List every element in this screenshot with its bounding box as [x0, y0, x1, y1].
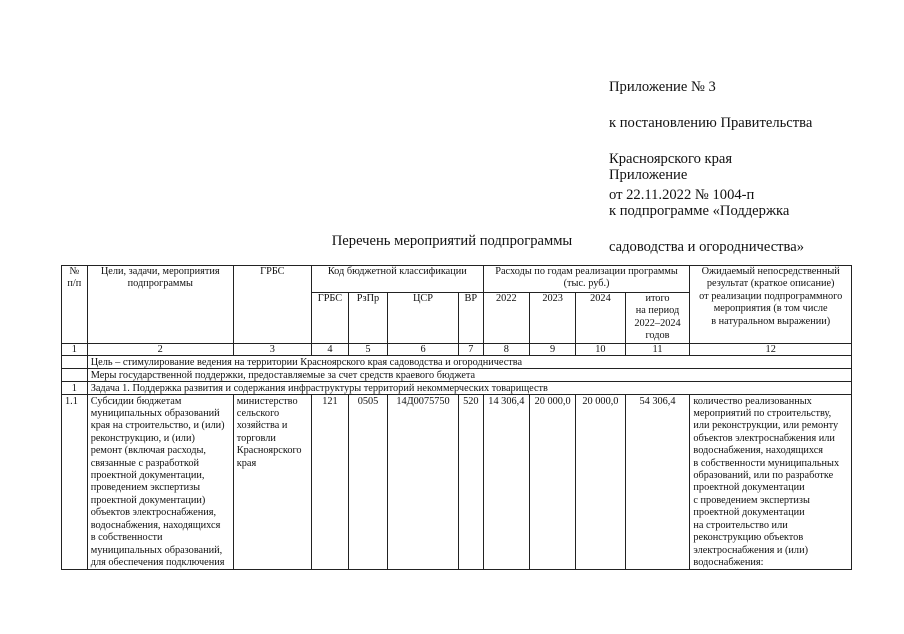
item-grbs-code: 121	[311, 394, 348, 570]
annex-line: садоводства и огородничества»	[609, 239, 805, 255]
header-goals: Цели, задачи, мероприятия подпрограммы	[87, 266, 233, 344]
header-sub-vr: ВР	[459, 293, 484, 344]
header-sub-csr: ЦСР	[388, 293, 459, 344]
item-description-line: объектов электроснабжения,	[90, 507, 217, 519]
item-2022: 14 306,4	[483, 394, 529, 570]
item-2024: 20 000,0	[576, 394, 625, 570]
item-row	[62, 394, 852, 570]
item-result-line: образований, или по разработке	[693, 470, 834, 482]
header-row-1	[62, 266, 852, 293]
column-number: 9	[529, 343, 575, 355]
item-description-line: проведением экспертизы	[90, 482, 201, 494]
header-budget-code: Код бюджетной классификации	[311, 266, 483, 293]
item-grbs-line: сельского	[236, 408, 280, 420]
header-sub-grbs: ГРБС	[311, 293, 348, 344]
column-number-row	[62, 343, 852, 355]
item-csr: 14Д0075750	[388, 394, 459, 570]
item-result-line: водоснабжения:	[693, 556, 764, 568]
annex-line: Красноярского края	[609, 151, 733, 167]
item-grbs-line: хозяйства и	[236, 420, 288, 432]
item-description-line: связанные с разработкой	[90, 457, 199, 469]
item-num: 1.1	[62, 394, 88, 570]
item-description-line: водоснабжения, находящихся	[90, 519, 221, 531]
item-result-line: электроснабжения и (или)	[693, 544, 809, 556]
annex-line: к постановлению Правительства	[609, 115, 813, 131]
goal-num-cell	[62, 355, 88, 368]
item-vr: 520	[459, 394, 484, 570]
item-grbs-line: министерство	[236, 395, 298, 407]
item-grbs-line: Красноярского	[236, 445, 302, 457]
item-result-line: проектной документации	[693, 507, 805, 519]
column-number: 12	[690, 343, 852, 355]
column-number: 11	[625, 343, 690, 355]
column-number: 1	[62, 343, 88, 355]
header-year-2023: 2023	[529, 293, 575, 344]
item-description-line: реконструкцию, и (или)	[90, 432, 195, 444]
measures-num-cell	[62, 368, 88, 381]
item-description-line: в собственности	[90, 532, 163, 544]
column-number: 4	[311, 343, 348, 355]
measures-table	[61, 265, 852, 570]
item-result-line: на строительство или	[693, 519, 788, 531]
item-description-line: Субсидии бюджетам	[90, 395, 182, 407]
item-description	[87, 394, 233, 570]
column-number: 7	[459, 343, 484, 355]
annex-line: к подпрограмме «Поддержка	[609, 203, 790, 219]
item-grbs-line: края	[236, 457, 257, 469]
header-result: Ожидаемый непосредственный результат (краткое описание) от реализации подпрограммного мероприятия (в том числе в натуральном выражении)	[690, 266, 852, 344]
task-num: 1	[62, 381, 88, 394]
annex-block-subprogram	[609, 148, 804, 274]
item-result-line: количество реализованных	[693, 395, 812, 407]
column-number: 3	[233, 343, 311, 355]
column-number: 2	[87, 343, 233, 355]
column-number: 6	[388, 343, 459, 355]
task-text: Задача 1. Поддержка развития и содержания инфраструктуры территорий некоммерческих товариществ	[87, 381, 851, 394]
header-num: № п/п	[62, 266, 88, 344]
header-year-2022: 2022	[483, 293, 529, 344]
measures-row	[62, 368, 852, 381]
column-number: 8	[483, 343, 529, 355]
item-description-line: проектной документации)	[90, 494, 206, 506]
annex-line: от 22.11.2022 № 1004-п	[609, 187, 755, 203]
annex-line: Приложение	[609, 167, 688, 183]
item-result-line: или реконструкции, или ремонту	[693, 420, 839, 432]
document-title: Перечень мероприятий подпрограммы	[331, 233, 573, 249]
header-total: итого на период 2022–2024 годов	[625, 293, 690, 344]
item-rzpr: 0505	[348, 394, 387, 570]
header-year-2024: 2024	[576, 293, 625, 344]
item-description-line: ремонт (включая расходы,	[90, 445, 206, 457]
header-sub-rzpr: РзПр	[348, 293, 387, 344]
item-result-line: водоснабжения, находящихся	[693, 445, 824, 457]
header-grbs: ГРБС	[233, 266, 311, 344]
measures-text: Меры государственной поддержки, предоставляемые за счет средств краевого бюджета	[87, 368, 851, 381]
item-result-line: объектов электроснабжения или	[693, 432, 835, 444]
item-grbs-line: торговли	[236, 432, 276, 444]
item-result-line: в собственности муниципальных	[693, 457, 840, 469]
header-expenses: Расходы по годам реализации программы (тыс. руб.)	[483, 266, 690, 293]
task-row	[62, 381, 852, 394]
item-result-line: мероприятий по строительству,	[693, 408, 832, 420]
item-result-line: реконструкцию объектов	[693, 532, 804, 544]
item-result	[690, 394, 852, 570]
item-result-line: проектной документации	[693, 482, 805, 494]
item-description-line: муниципальных образований,	[90, 544, 223, 556]
item-description-line: для обеспечения подключения	[90, 556, 225, 568]
item-description-line: проектной документации,	[90, 470, 205, 482]
item-description-line: муниципальных образований	[90, 408, 220, 420]
item-grbs	[233, 394, 311, 570]
annex-line: Приложение № 3	[609, 79, 716, 95]
item-total: 54 306,4	[625, 394, 690, 570]
goal-row	[62, 355, 852, 368]
column-number: 10	[576, 343, 625, 355]
column-number: 5	[348, 343, 387, 355]
item-result-line: с проведением экспертизы	[693, 494, 810, 506]
item-description-line: края на строительство, и (или)	[90, 420, 225, 432]
goal-text: Цель – стимулирование ведения на территории Красноярского края садоводства и огородничества	[87, 355, 851, 368]
item-2023: 20 000,0	[529, 394, 575, 570]
